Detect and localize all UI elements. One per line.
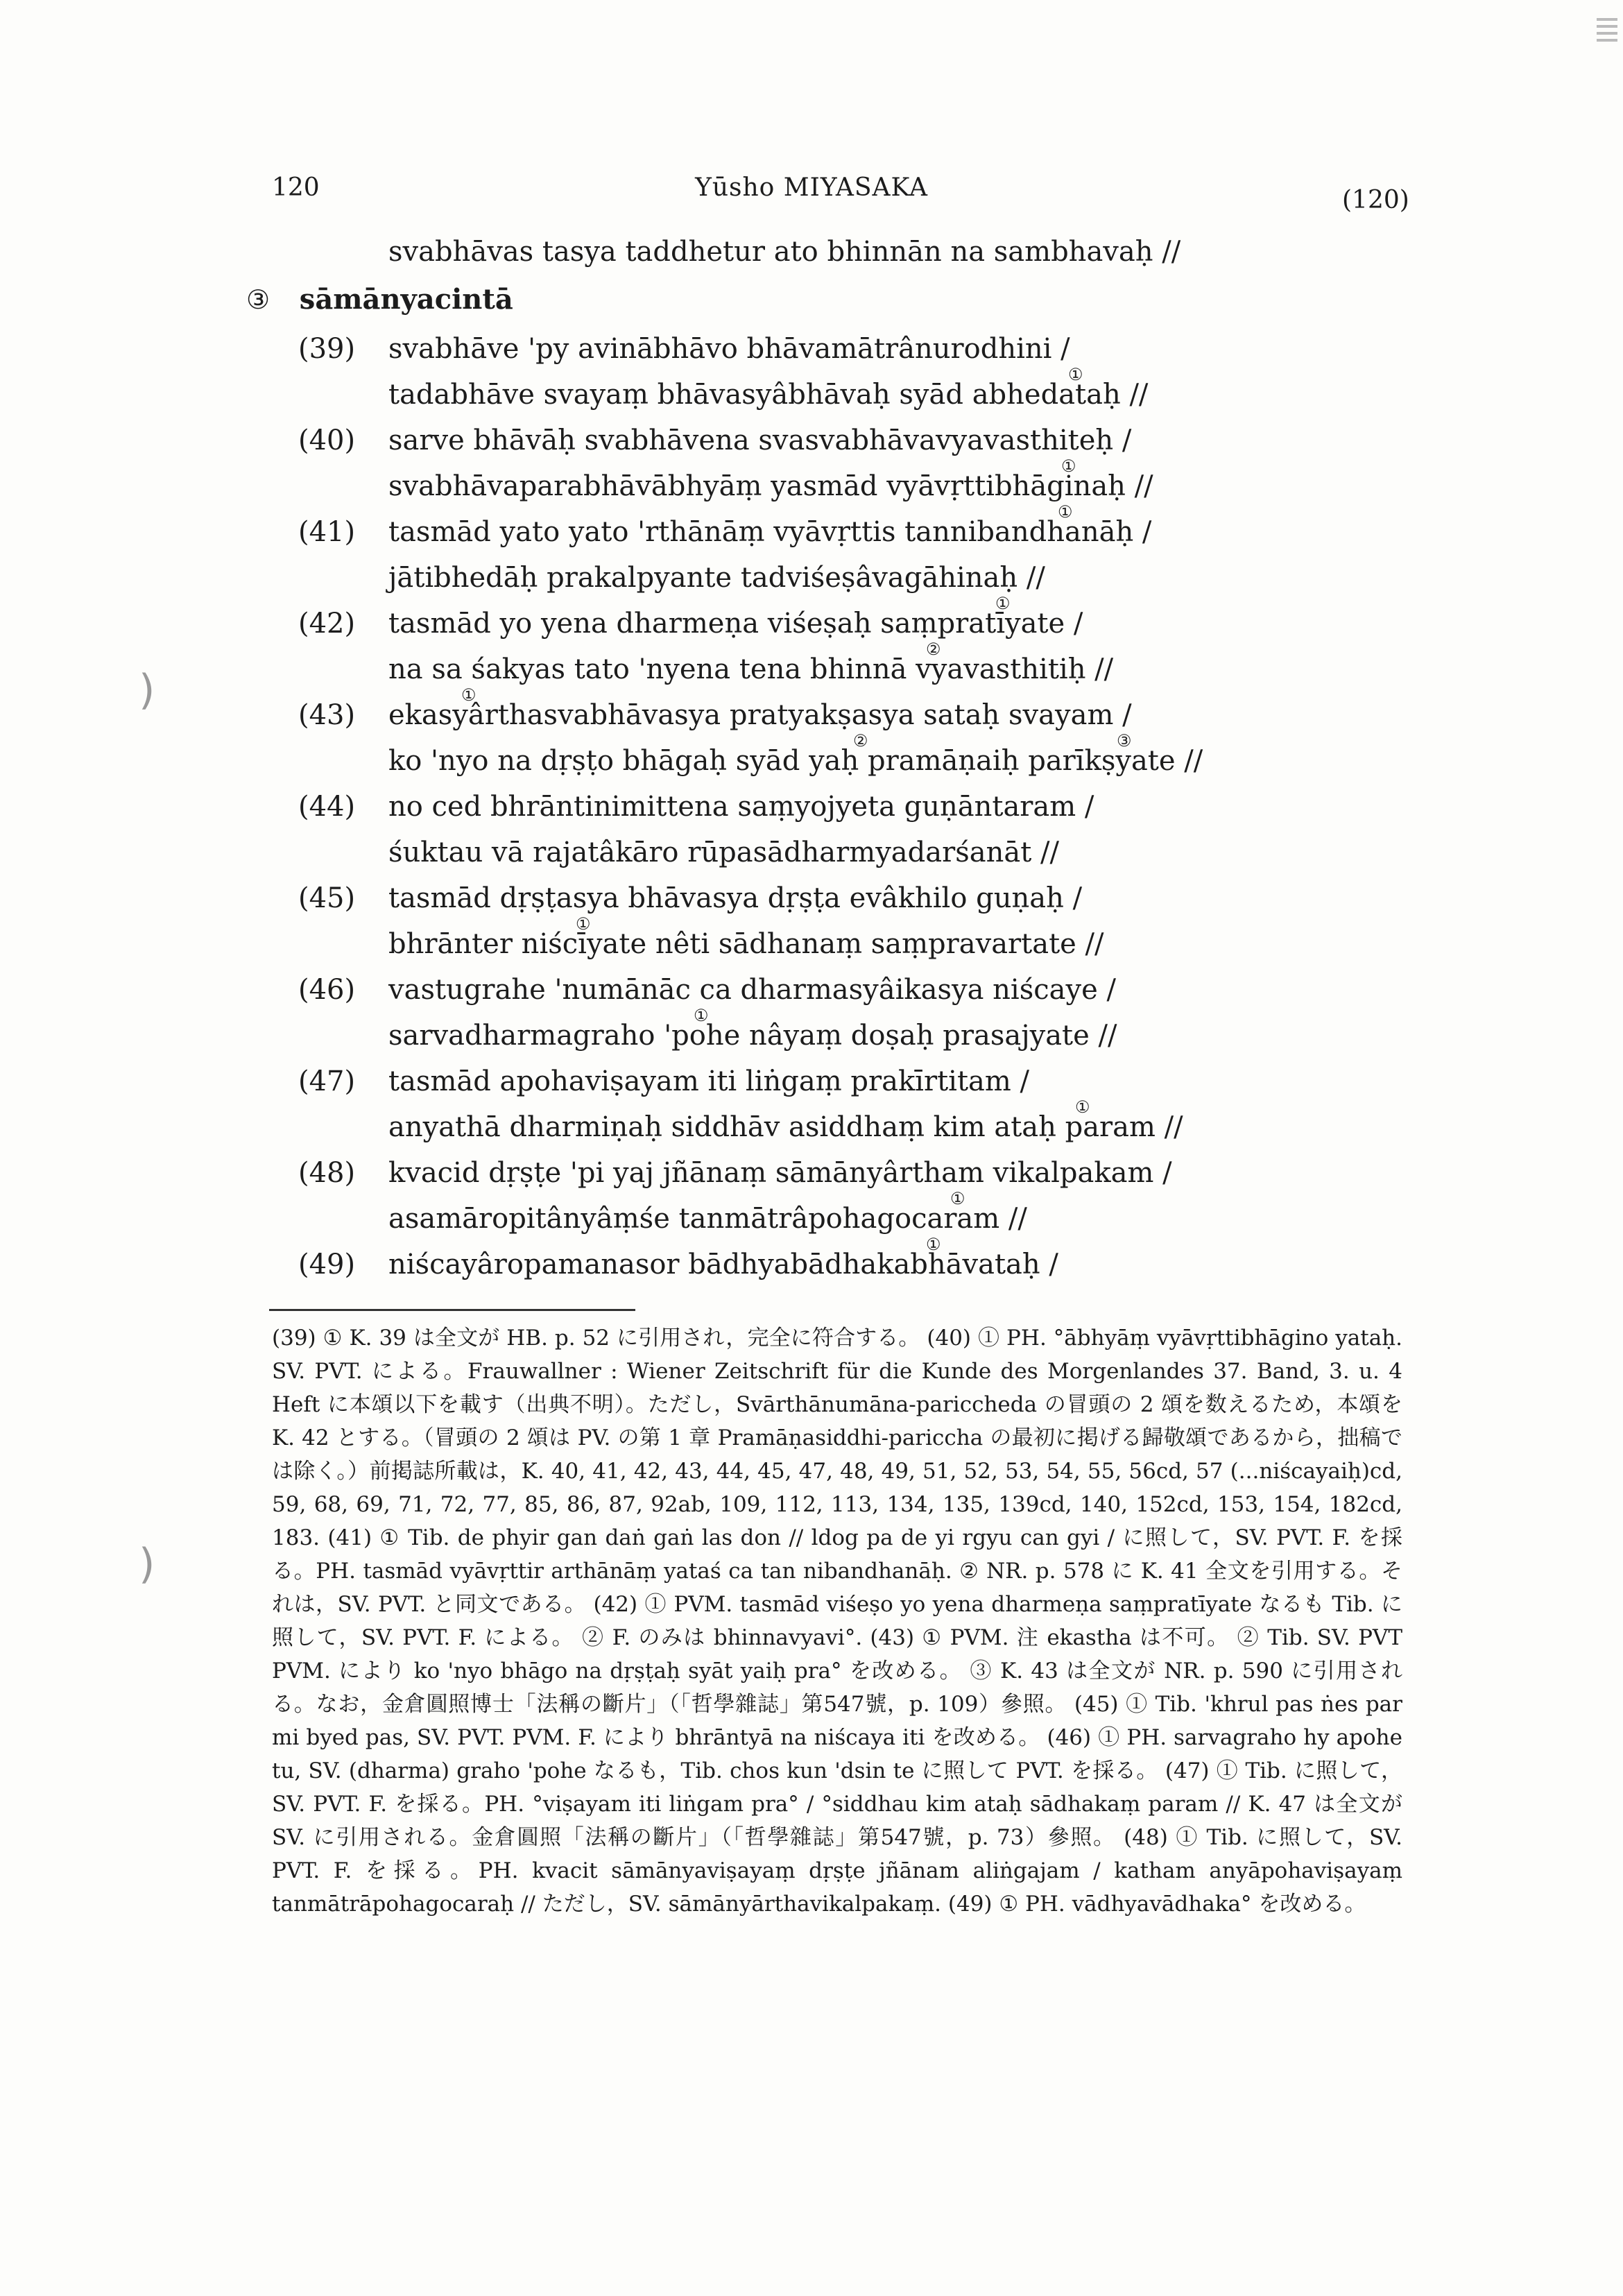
verse-number: (40) bbox=[298, 425, 356, 456]
verse-line bbox=[298, 1189, 1477, 1242]
verse-line bbox=[298, 1006, 1477, 1059]
scan-edge-mark bbox=[1597, 14, 1617, 111]
footnote-marker: ① bbox=[1058, 502, 1073, 522]
footnote-marker: ① bbox=[1075, 1097, 1090, 1117]
section-heading bbox=[246, 283, 513, 316]
verse bbox=[298, 502, 1477, 601]
verse-text: tasmād apohaviṣayam iti liṅgaṃ prakīrtitam / bbox=[388, 1065, 1030, 1097]
verse-text: anyathā dharmiṇaḥ siddhāv asiddhaṃ kim ataḥ param // bbox=[388, 1111, 1183, 1143]
verse-number: (42) bbox=[298, 608, 356, 640]
verse-line bbox=[298, 1097, 1477, 1150]
verse-text: jātibhedāḥ prakalpyante tadviśeṣâvagāhinaḥ // bbox=[388, 562, 1045, 594]
verse-line bbox=[298, 914, 1477, 967]
verse-line bbox=[298, 1235, 1477, 1287]
verse-line bbox=[298, 365, 1477, 418]
verse-number: (39) bbox=[298, 333, 356, 365]
verse-line bbox=[298, 594, 1477, 646]
verse-text: asamāropitânyâṃśe tanmātrâpohagocaram // bbox=[388, 1203, 1027, 1235]
verse-number: (47) bbox=[298, 1065, 356, 1097]
verse-text: vastugrahe 'numānāc ca dharmasyâikasya niścaye / bbox=[388, 974, 1116, 1006]
footnote-marker: ① bbox=[461, 685, 476, 705]
verse-number: (43) bbox=[298, 699, 356, 731]
margin-bracket-mark: ) bbox=[139, 1540, 155, 1588]
verse-line bbox=[298, 967, 1477, 1013]
footnote-marker: ① bbox=[1068, 365, 1083, 384]
verse-number: (48) bbox=[298, 1157, 356, 1189]
verse-text: niścayâropamanasor bādhyabādhakabhāvataḥ / bbox=[388, 1249, 1058, 1280]
verse-line bbox=[298, 1150, 1477, 1196]
verse-text: kvacid dṛṣṭe 'pi yaj jñānaṃ sāmānyârtham vikalpakam / bbox=[388, 1157, 1172, 1189]
verse-text: sarve bhāvāḥ svabhāvena svasvabhāvavyavasthiteḥ / bbox=[388, 425, 1132, 456]
verse-text: tasmād dṛṣṭasya bhāvasya dṛṣṭa evâkhilo guṇaḥ / bbox=[388, 882, 1083, 914]
verse-line bbox=[298, 502, 1477, 555]
verse-text: na sa śakyas tato 'nyena tena bhinnā vyavasthitiḥ // bbox=[388, 653, 1114, 685]
footnote-marker: ② bbox=[853, 731, 868, 751]
margin-bracket-mark: ) bbox=[139, 666, 155, 714]
verse-text: bhrānter niścīyate nêti sādhanaṃ saṃpravartate // bbox=[388, 928, 1104, 960]
verse-text: śuktau vā rajatâkāro rūpasādharmyadarśanāt // bbox=[388, 837, 1059, 868]
footnotes: (39) ① K. 39 は全文が HB. p. 52 に引用され，完全に符合する。 (40) ① PH. °ābhyāṃ vyāvṛttibhāgino yataḥ. SV. PVT. による。Frauwallner : Wiener Zeitschrift für die Kunde des Morgenlandes 37. Band, 3. u. 4 Heft に本頌以下を載す（出典不明）。ただし，Svārthānumāna-pariccheda の冒頭の 2 頌を数えるため，本頌を K. 42 とする。（冒頭の 2 頌は PV. の第 1 章 Pramāṇasiddhi-pariccha の最初に掲げる歸敬頌であるから，拙稿では除く。）前掲誌所載は，K. 40, 41, 42, 43, 44, 45, 47, 48, 49, 51, 52, 53, 54, 55, 56cd, 57 (...niścayaiḥ)cd, 59, 68, 69, 71, 72, 77, 85, 86, 87, 92ab, 109, 112, 113, 134, 135, 139cd, 140, 152cd, 153, 154, 182cd, 183. (41) ① Tib. de phyir gan daṅ gaṅ las don // ldog pa de yi rgyu can gyi / に照して，SV. PVT. F. を採る。PH. tasmād vyāvṛttir arthānāṃ yataś ca tan nibandhanāḥ. ② NR. p. 578 に K. 41 全文を引用する。それは，SV. PVT. と同文である。 (42) ① PVM. tasmād viśeṣo yo yena dharmeṇa saṃpratīyate なるも Tib. に照して，SV. PVT. F. による。 ② F. のみは bhinnavyavi°. (43) ① PVM. 注 ekastha は不可。 ② Tib. SV. PVT PVM. により ko 'nyo bhāgo na dṛṣṭaḥ syāt yaiḥ pra° を改める。 ③ K. 43 は全文が NR. p. 590 に引用される。なお，金倉圓照博士「法稱の斷片」（「哲學雜誌」第547號，p. 109）參照。 (45) ① Tib. 'khrul pas ṅes par mi byed pas, SV. PVT. PVM. F. により bhrāntyā na niścaya iti を改める。 (46) ① PH. sarvagraho hy apohe tu, SV. (dharma) graho 'pohe なるも，Tib. chos kun 'dsin te に照して PVT. を採る。 (47) ① Tib. に照して，SV. PVT. F. を採る。PH. °viṣayam iti liṅgam pra° / °siddhau kim ataḥ sādhakaṃ param // K. 47 は全文が SV. に引用される。金倉圓照「法稱の斷片」（「哲學雜誌」第547號，p. 73）參照。 (48) ① Tib. に照して，SV. PVT. F. を採る。PH. kvacit sāmānyaviṣayaṃ dṛṣṭe jñānam aliṅgajam / katham anyāpohaviṣayaṃ tanmātrāpohagocaraḥ // ただし，SV. sāmānyārthavikalpakaṃ. (49) ① PH. vādhyavādhaka° を改める。 bbox=[272, 1326, 1403, 1917]
footnote-divider bbox=[269, 1309, 635, 1311]
footnote-marker: ① bbox=[995, 594, 1011, 613]
verse bbox=[298, 1235, 1477, 1287]
footnote-marker: ① bbox=[576, 914, 591, 934]
verse-number: (41) bbox=[298, 516, 356, 548]
verse-text: svabhāve 'py avinābhāvo bhāvamātrânurodhini / bbox=[388, 333, 1070, 365]
section-number: ③ bbox=[246, 284, 270, 315]
footnote-marker: ① bbox=[926, 1235, 941, 1254]
verse bbox=[298, 875, 1477, 967]
verse-line bbox=[298, 326, 1477, 372]
footnote-marker: ① bbox=[1061, 456, 1076, 476]
footnote-marker: ② bbox=[926, 640, 941, 659]
verse-text: svabhāvaparabhāvābhyāṃ yasmād vyāvṛttibhāginaḥ // bbox=[388, 470, 1153, 502]
verse-text: no ced bhrāntinimittena saṃyojyeta guṇāntaram / bbox=[388, 791, 1094, 823]
verse bbox=[298, 326, 1477, 418]
verse-line bbox=[298, 830, 1477, 875]
verse-line bbox=[298, 731, 1477, 784]
verse bbox=[298, 1150, 1477, 1242]
verse bbox=[298, 594, 1477, 692]
verse-line bbox=[298, 784, 1477, 830]
page-number: 120 bbox=[272, 173, 320, 202]
verse-text: tasmād yo yena dharmeṇa viśeṣaḥ saṃpratīyate / bbox=[388, 608, 1083, 640]
verse-line bbox=[298, 685, 1477, 738]
verse bbox=[298, 1059, 1477, 1150]
verse-number: (45) bbox=[298, 882, 356, 914]
verse-list bbox=[298, 326, 1477, 1287]
running-author: Yūsho MIYASAKA bbox=[695, 173, 928, 202]
footnote-marker: ① bbox=[694, 1006, 709, 1025]
section-title: sāmānyacintā bbox=[299, 283, 513, 316]
verse-line bbox=[298, 1059, 1477, 1104]
verse-text: tadabhāve svayaṃ bhāvasyâbhāvaḥ syād abhedataḥ // bbox=[388, 379, 1149, 411]
verse bbox=[298, 685, 1477, 784]
page-number-parenthesized: (120) bbox=[1342, 186, 1409, 214]
verse-text: ekasyârthasvabhāvasya pratyakṣasya sataḥ svayam / bbox=[388, 699, 1132, 731]
footnote-marker: ① bbox=[950, 1189, 965, 1208]
verse-line bbox=[298, 418, 1477, 463]
continuation-line: svabhāvas tasya taddhetur ato bhinnān na sambhavaḥ // bbox=[388, 236, 1181, 268]
verse-text: sarvadharmagraho 'pohe nâyaṃ doṣaḥ prasajyate // bbox=[388, 1020, 1117, 1052]
verse-text: tasmād yato yato 'rthānāṃ vyāvṛttis tannibandhanāḥ / bbox=[388, 516, 1152, 548]
verse-number: (46) bbox=[298, 974, 356, 1006]
verse-text: ko 'nyo na dṛṣṭo bhāgaḥ syād yaḥ pramāṇaiḥ parīkṣyate // bbox=[388, 745, 1203, 777]
verse bbox=[298, 967, 1477, 1059]
verse bbox=[298, 418, 1477, 509]
verse bbox=[298, 784, 1477, 875]
verse-line bbox=[298, 875, 1477, 921]
verse-number: (49) bbox=[298, 1249, 356, 1280]
verse-line bbox=[298, 555, 1477, 601]
verse-number: (44) bbox=[298, 791, 356, 823]
verse-line bbox=[298, 456, 1477, 509]
footnote-marker: ③ bbox=[1117, 731, 1132, 751]
